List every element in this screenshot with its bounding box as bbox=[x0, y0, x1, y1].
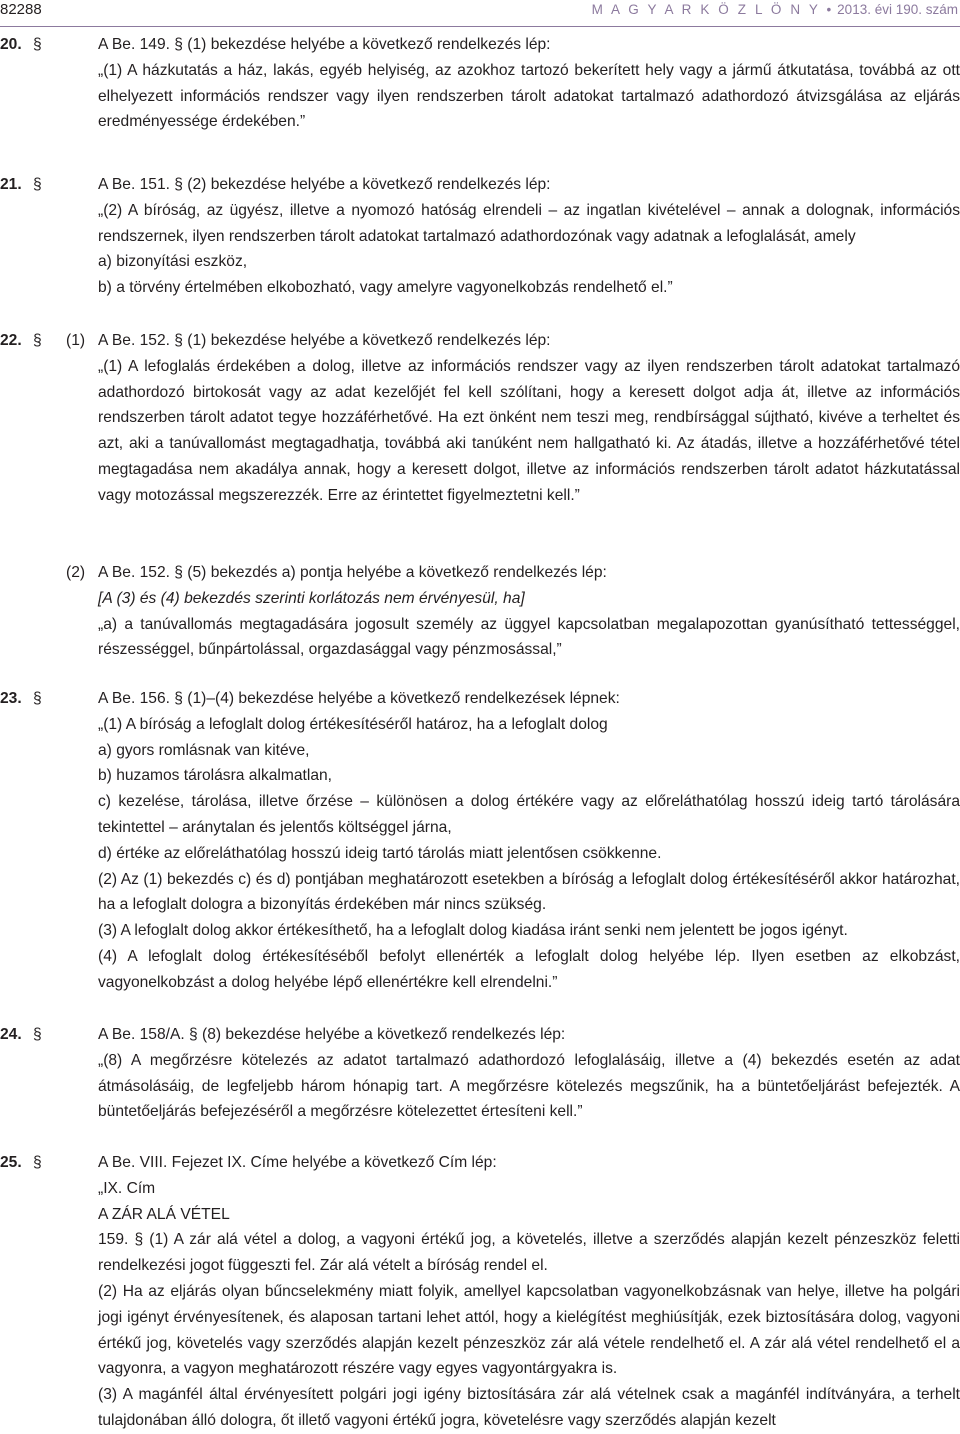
page-number: 82288 bbox=[0, 1, 42, 18]
header-rule bbox=[0, 26, 960, 27]
subsection-body bbox=[98, 560, 960, 663]
section-sign: § bbox=[33, 1154, 42, 1171]
section-body bbox=[98, 1022, 960, 1125]
subsection-body bbox=[98, 328, 960, 509]
list-item: b) huzamos tárolásra alkalmatlan, bbox=[98, 767, 333, 785]
header-bullet: • bbox=[826, 2, 832, 17]
amendment-intro: A Be. 152. § (5) bekezdés a) pontja helyébe a következő rendelkezés lép: bbox=[98, 564, 607, 581]
page-header bbox=[0, 0, 960, 26]
section-sign: § bbox=[33, 176, 42, 193]
section-sign: § bbox=[33, 332, 42, 349]
subsection-number: (2) bbox=[66, 564, 86, 581]
section-number: 23. bbox=[0, 690, 22, 707]
list-item: b) a törvény értelmében elkobozható, vagy amelyre vagyonelkobzás rendelhető el.” bbox=[98, 279, 673, 297]
list-item: a) bizonyítási eszköz, bbox=[98, 253, 248, 271]
publication-name: M A G Y A R K Ö Z L Ö N Y bbox=[591, 2, 821, 17]
section-body bbox=[98, 686, 960, 996]
paragraph: (4) A lefoglalt dolog értékesítéséből befolyt ellenérték a lefoglalt dolog helyébe lép. Ilyen esetben az elkobzást, vagyonelkobzást a dolog helyébe lépő ellenértékre kell elrendelni.” bbox=[98, 947, 960, 991]
amendment-intro: A Be. 151. § (2) bekezdése helyébe a következő rendelkezés lép: bbox=[98, 176, 551, 193]
amendment-text: „a) a tanúvallomás megtagadására jogosult személy az üggyel kapcsolatban megalapozottan gyanúsítható tettességgel, részességgel, bűnpártolással, orgazdasággal vagy pénzmosással,” bbox=[98, 615, 960, 659]
amendment-text: „(1) A házkutatás a ház, lakás, egyéb helyiség, az azokhoz tartozó bekerített hely vagy a jármű átkutatása, továbbá az ott elhelyezett információs rendszer vagy ilyen rendszerben tárolt adatokat tartalmazó adathordozó átvizsgálása az eljárás eredményessége érdekében.” bbox=[98, 61, 960, 131]
chapter-title: „IX. Cím bbox=[98, 1179, 156, 1197]
section-body bbox=[98, 32, 960, 135]
paragraph: (2) Az (1) bekezdés c) és d) pontjában meghatározott esetekben a bíróság a lefoglalt dolog értékesítéséről akkor határozhat, ha a lefoglalt dologra a bizonyítás érdekében már nincs szükség. bbox=[98, 870, 960, 914]
section-number: 20. bbox=[0, 36, 22, 53]
issue-number: 2013. évi 190. szám bbox=[837, 2, 958, 17]
paragraph: (2) Ha az eljárás olyan bűncselekmény miatt folyik, amellyel kapcsolatban vagyonelkobzásnak van helye, illetve ha polgári jogi igényt érvényesítenek, és alaposan tartani lehet attól, hogy a kielégítést meghiúsítják, ezek biztosítására dolog, vagyoni értékű jog, követelés vagy szerződés alapján kezelt pénzeszköz zár alá vétele rendelhető el. A zár alá vétel rendelhető el a vagyonra, a vagyon meghatározott részére vagy egyes vagyontárgyakra is. bbox=[98, 1282, 960, 1378]
amendment-text: „(2) A bíróság, az ügyész, illetve a nyomozó hatóság elrendeli – az ingatlan kivételével – annak a dolognak, információs rendszernek, ilyen rendszerben tárolt adatokat tartalmazó adathordozónak vagy adatnak a lefoglalását, amely bbox=[98, 201, 960, 245]
paragraph: 159. § (1) A zár alá vétel a dolog, a vagyoni értékű jog, a követelés, illetve a szerződés alapján kezelt pénzeszköz feletti rendelkezési jogot függeszti fel. Zár alá vételt a bíróság rendel el. bbox=[98, 1231, 960, 1275]
publication-info bbox=[592, 0, 958, 20]
amendment-text: „(8) A megőrzésre kötelezés az adatot tartalmazó adathordozó lefoglalásáig, illetve a (4) bekezdés esetén az adat átmásolásáig, de legfeljebb három hónapig tart. A megőrzésre kötelezés megszűnik, ha a büntetőeljárást befejezték. A büntetőeljárás befejezéséről a megőrzésre kötelezettet értesíteni kell.” bbox=[98, 1051, 960, 1121]
amendment-intro: A Be. 158/A. § (8) bekezdése helyébe a következő rendelkezés lép: bbox=[98, 1026, 566, 1043]
section-number: 21. bbox=[0, 176, 22, 193]
section-number: 22. bbox=[0, 332, 22, 349]
section-sign: § bbox=[33, 36, 42, 53]
amendment-text: „(1) A lefoglalás érdekében a dolog, illetve az információs rendszer vagy az ilyen rendszerben tárolt adatokat tartalmazó adathordozó birtokosát vagy az adat kezelőjét fel kell szólítani, hogy a keresett dolgot adja át, illetve az információs rendszerben tárolt adatot tegye hozzáférhetővé. Ha ezt önként nem teszi meg, rendbírsággal sújtható, kivéve a terheltet és azt, aki a tanúvallomást megtagadhatja, továbbá aki tanúként nem hallgatható ki. Az átadás, illetve a hozzáférhetővé tétel megtagadása nem akadálya annak, hogy a keresett dolgot, illetve az információs rendszerben tárolt adatot házkutatással vagy motozással megszerezzék. Erre az érintettet figyelmeztetni kell.” bbox=[98, 357, 960, 504]
paragraph: (3) A lefoglalt dolog akkor értékesíthető, ha a lefoglalt dolog kiadása iránt senki nem jelentett be jogos igényt. bbox=[98, 922, 848, 940]
section-sign: § bbox=[33, 1026, 42, 1043]
amendment-intro: A Be. 149. § (1) bekezdése helyébe a következő rendelkezés lép: bbox=[98, 36, 551, 53]
list-item: c) kezelése, tárolása, illetve őrzése – különösen a dolog értékére vagy az előreláthatólag hosszú ideig tartó tárolására tekintettel – aránytalan és jelentős költséggel járna, bbox=[98, 793, 960, 836]
amendment-intro: A Be. VIII. Fejezet IX. Címe helyébe a következő Cím lép: bbox=[98, 1154, 497, 1171]
section-sign: § bbox=[33, 690, 42, 707]
section-number: 25. bbox=[0, 1154, 22, 1171]
list-item: d) értéke az előreláthatólag hosszú ideig tartó tárolás miatt jelentősen csökkenne. bbox=[98, 844, 662, 862]
amendment-intro: A Be. 152. § (1) bekezdése helyébe a következő rendelkezés lép: bbox=[98, 332, 551, 349]
section-body bbox=[98, 1150, 960, 1434]
chapter-heading: A ZÁR ALÁ VÉTEL bbox=[98, 1205, 230, 1223]
amendment-text: „(1) A bíróság a lefoglalt dolog értékesítéséről határoz, ha a lefoglalt dolog bbox=[98, 715, 608, 733]
list-item: a) gyors romlásnak van kitéve, bbox=[98, 741, 310, 759]
amendment-intro: A Be. 156. § (1)–(4) bekezdése helyébe a következő rendelkezések lépnek: bbox=[98, 690, 620, 707]
section-number: 24. bbox=[0, 1026, 22, 1043]
section-body bbox=[98, 172, 960, 301]
paragraph: (3) A magánfél által érvényesített polgári jogi igény biztosítására zár alá vételnek csak a magánfél indítványára, a terhelt tulajdonában álló dologra, őt illető vagyoni értékű jogra, követelésre vagy szerződés alapján kezelt bbox=[98, 1386, 960, 1429]
context-bracket: [A (3) és (4) bekezdés szerinti korlátozás nem érvényesül, ha] bbox=[98, 589, 525, 607]
subsection-number: (1) bbox=[66, 332, 86, 349]
